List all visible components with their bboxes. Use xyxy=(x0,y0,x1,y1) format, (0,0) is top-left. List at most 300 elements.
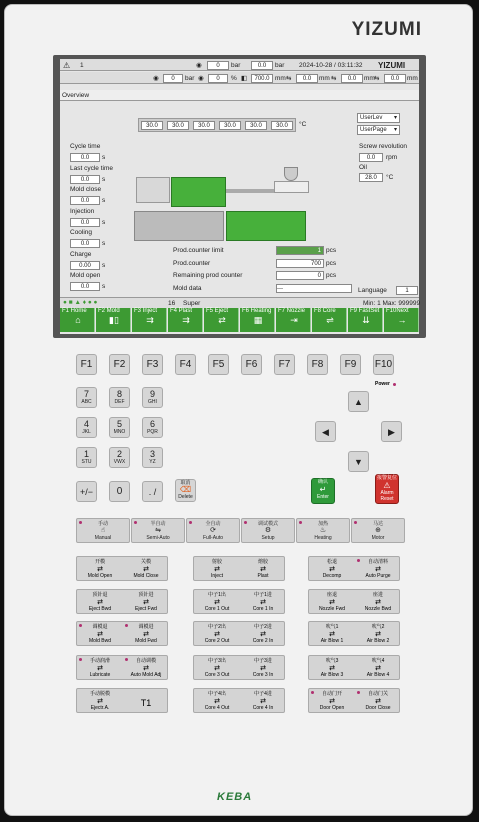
fkey-icon: ⇄ xyxy=(218,315,226,325)
num-key-2[interactable] xyxy=(109,447,130,468)
func-key-pair xyxy=(193,556,285,581)
arrow-left-icon[interactable]: ◀ xyxy=(315,421,336,442)
num-key-letters: ABC xyxy=(81,399,92,405)
screen-fkey-10[interactable] xyxy=(384,308,419,332)
temp-zone-5[interactable]: 30.0 xyxy=(245,121,267,130)
func-cn: 射胶 xyxy=(211,559,222,565)
f6-key[interactable]: F6 xyxy=(241,354,262,375)
func-cn: 中子1进 xyxy=(254,592,272,598)
temp-zone-3[interactable]: 30.0 xyxy=(193,121,215,130)
num-key-letters: JKL xyxy=(82,429,91,435)
cycle-value: 0.00 xyxy=(70,261,100,270)
screen-fkey-5[interactable] xyxy=(204,308,239,332)
mode-icon: ⚙ xyxy=(264,527,272,534)
screen-fkey-label: F10Next xyxy=(386,308,409,314)
prod-label: Remaining prod counter xyxy=(173,272,243,279)
func-key-core-1-in[interactable] xyxy=(240,590,286,613)
alarm-icon: ⚠ xyxy=(383,481,391,490)
func-en: Auto Purge xyxy=(365,573,391,579)
value-7: 0.0 xyxy=(341,74,363,83)
delete-en: Delete xyxy=(178,494,193,500)
func-en: T1 xyxy=(140,698,152,708)
num-key-1[interactable] xyxy=(76,447,97,468)
func-key-door-close[interactable] xyxy=(355,689,401,712)
func-key-inject[interactable] xyxy=(194,557,240,580)
func-icon: ⇄ xyxy=(97,631,103,638)
func-cn: 中子4进 xyxy=(254,691,272,697)
screen-fkey-label: F7 Nozzle xyxy=(278,308,306,314)
func-key-eject-bwd[interactable] xyxy=(77,590,123,613)
func-en: Core 2 Out xyxy=(204,638,230,644)
func-key-auto-purge[interactable] xyxy=(355,557,401,580)
func-key-pair xyxy=(76,688,168,713)
num-key-8[interactable] xyxy=(109,387,130,408)
func-icon: ⇄ xyxy=(143,665,149,672)
cycle-label: Mold open xyxy=(70,272,101,279)
func-cn: 关模 xyxy=(140,559,151,565)
fkey-icon: ▦ xyxy=(253,315,263,325)
func-key-nozzle-bwd[interactable] xyxy=(355,590,401,613)
mode-cn: 全自动 xyxy=(205,521,221,527)
func-key-auto-mold-adj[interactable] xyxy=(123,656,169,679)
zero-key[interactable]: 0 xyxy=(109,481,130,502)
func-key-nozzle-fwd[interactable] xyxy=(309,590,355,613)
oil-label: Oil xyxy=(359,164,367,171)
dot-key[interactable]: . / xyxy=(142,481,163,502)
mode-en: Heating xyxy=(314,535,332,541)
f10-key[interactable]: F10 xyxy=(373,354,394,375)
func-cn: 顶针退 xyxy=(92,592,108,598)
userlev-label: UserLev xyxy=(360,115,383,121)
screen-fkey-1[interactable] xyxy=(60,308,95,332)
func-key-air-blow-2[interactable] xyxy=(355,622,401,645)
datetime: 2024-10-28 / 03:11:32 xyxy=(299,62,363,69)
func-key-core-4-in[interactable] xyxy=(240,689,286,712)
hmi-display xyxy=(60,59,419,334)
info-number: 16 xyxy=(168,300,176,307)
func-key-pair xyxy=(76,621,168,646)
temperature-zones xyxy=(138,118,296,132)
func-cn: 开模 xyxy=(94,559,105,565)
cycle-label: Cooling xyxy=(70,229,93,236)
f4-key[interactable]: F4 xyxy=(175,354,196,375)
func-key-eject-fwd[interactable] xyxy=(123,590,169,613)
control-panel xyxy=(4,4,473,816)
func-en: Lubricate xyxy=(89,672,111,678)
screen-fkey-8[interactable] xyxy=(312,308,347,332)
func-en: Air Blow 4 xyxy=(366,672,390,678)
func-en: Plast xyxy=(257,573,269,579)
num-key-letters: STU xyxy=(81,459,92,465)
func-key-pair xyxy=(308,556,400,581)
func-icon: ⇄ xyxy=(97,665,103,672)
func-en: Core 4 Out xyxy=(204,705,230,711)
enter-icon: ↵ xyxy=(319,485,327,494)
pressure-value: 0 xyxy=(207,61,229,70)
mode-en: Semi-Auto xyxy=(146,535,170,541)
func-key-core-4-out[interactable] xyxy=(194,689,240,712)
pressure2-unit: bar xyxy=(275,62,285,69)
cycle-label: Injection xyxy=(70,207,95,215)
func-cn: 自动调模 xyxy=(135,658,156,664)
oil-unit: °C xyxy=(386,174,394,181)
func-key-air-blow-4[interactable] xyxy=(355,656,401,679)
func-cn: 吹气4 xyxy=(371,658,385,664)
page-title-bar xyxy=(60,90,419,101)
func-key-core-3-in[interactable] xyxy=(240,656,286,679)
mode-icon: ⇋ xyxy=(155,527,161,534)
num-key-letters: YZ xyxy=(149,459,156,465)
cycle-unit: s xyxy=(102,283,106,290)
screen-fkey-3[interactable] xyxy=(132,308,167,332)
alarm-reset-key[interactable] xyxy=(375,474,399,504)
num-key-letters: DEF xyxy=(114,399,125,405)
func-icon: ⇄ xyxy=(329,631,335,638)
func-icon: ⇄ xyxy=(375,631,381,638)
screen-fkey-label: F5 Eject xyxy=(206,308,229,314)
fkey-icon: ⇥ xyxy=(290,315,298,325)
func-en: Nozzle Fwd xyxy=(318,606,346,612)
func-key-mold-bwd[interactable] xyxy=(77,622,123,645)
power-led xyxy=(393,383,396,386)
f2-key[interactable]: F2 xyxy=(109,354,130,375)
cycle-value: 0.0 xyxy=(70,175,100,184)
func-cn: 调模退 xyxy=(92,624,108,630)
func-icon: ⇄ xyxy=(375,599,381,606)
screw-pos-icon: ⇆ xyxy=(331,75,337,82)
func-en: Auto Mold Adj xyxy=(130,672,162,678)
value-8: 0.0 xyxy=(384,74,406,83)
cycle-value: 0.0 xyxy=(70,218,100,227)
screen-fkey-6[interactable] xyxy=(240,308,275,332)
func-key-pair xyxy=(193,621,285,646)
func-icon: ⇄ xyxy=(214,698,220,705)
func-cn: 手动脱模 xyxy=(89,691,110,697)
mode-key-manual[interactable] xyxy=(76,518,130,543)
num-key-3[interactable] xyxy=(142,447,163,468)
num-key-7[interactable] xyxy=(76,387,97,408)
func-key-pair xyxy=(308,589,400,614)
value-3: 0 xyxy=(163,74,183,83)
func-key-mold-close[interactable] xyxy=(123,557,169,580)
fkey-icon: → xyxy=(397,315,407,325)
func-key-pair xyxy=(308,688,400,713)
cycle-value: 0.0 xyxy=(70,153,100,162)
pressure-icon: ◉ xyxy=(196,62,202,69)
cycle-label: Mold close xyxy=(70,186,102,193)
enter-cn: 确认 xyxy=(317,479,328,485)
pressure2-value: 0.0 xyxy=(251,61,273,70)
func-cn: 调模进 xyxy=(138,624,154,630)
func-icon: ⇄ xyxy=(260,599,266,606)
arrow-down-icon[interactable]: ▼ xyxy=(348,451,369,472)
func-key-core-2-out[interactable] xyxy=(194,622,240,645)
mode-en: Full-Auto xyxy=(202,535,223,541)
func-key-pair xyxy=(193,655,285,680)
alarm-icon[interactable]: ⚠ xyxy=(63,61,71,70)
screen-fkey-label: F2 Mold xyxy=(98,308,120,314)
nozzle-pos-icon: ⇆ xyxy=(374,75,380,82)
func-icon: ⇄ xyxy=(375,698,381,705)
func-en: Air Blow 3 xyxy=(320,672,344,678)
func-icon: ⇄ xyxy=(260,698,266,705)
mold-pos-icon: ◧ xyxy=(241,75,248,82)
num-key-9[interactable] xyxy=(142,387,163,408)
func-en: Inject xyxy=(211,573,223,579)
func-en: Decomp xyxy=(322,573,342,579)
temp-zone-1[interactable]: 30.0 xyxy=(141,121,163,130)
func-cn: 顶针进 xyxy=(138,592,154,598)
func-cn: 手动润滑 xyxy=(89,658,110,664)
screen-fkey-label: F6 Heating xyxy=(242,308,272,314)
f1-key[interactable]: F1 xyxy=(76,354,97,375)
mode-en: Manual xyxy=(94,535,112,541)
mode-icon: ⟳ xyxy=(210,527,216,534)
func-key-pair xyxy=(308,655,400,680)
mode-icon: ☝ xyxy=(100,527,106,534)
func-icon: ⇄ xyxy=(260,566,266,573)
mode-cn: 半自动 xyxy=(150,521,166,527)
func-key-t1[interactable] xyxy=(123,689,169,712)
unit-6: mm xyxy=(319,75,330,82)
func-cn: 座进 xyxy=(372,592,383,598)
func-en: Core 3 Out xyxy=(204,672,230,678)
prod-value: --- xyxy=(276,284,352,293)
f3-key[interactable]: F3 xyxy=(142,354,163,375)
func-cn: 座退 xyxy=(326,592,337,598)
func-icon: ⇄ xyxy=(329,599,335,606)
func-cn: 中子3出 xyxy=(208,658,226,664)
alarm-count: 1 xyxy=(80,62,84,69)
func-cn: 自动清料 xyxy=(367,559,388,565)
func-icon: ⇄ xyxy=(143,599,149,606)
cycle-unit: s xyxy=(102,261,106,269)
screen-fkey-label: F1 Home xyxy=(62,308,87,314)
fkey-icon: ▮▯ xyxy=(109,315,119,325)
fkey-icon: ⇌ xyxy=(326,315,334,325)
screw-value: 0.0 xyxy=(359,153,383,162)
gauge-icon: ◉ xyxy=(153,75,159,82)
func-cn: 吹气3 xyxy=(325,658,339,664)
func-en: Core 3 In xyxy=(252,672,274,678)
num-key-digit: 4 xyxy=(83,419,89,429)
screen-fkey-9[interactable] xyxy=(348,308,383,332)
speed-icon: ◉ xyxy=(198,75,204,82)
num-key-digit: 1 xyxy=(83,449,89,459)
cycle-unit: s xyxy=(102,197,106,204)
mode-key-motor[interactable] xyxy=(351,518,405,543)
plusminus-key[interactable]: +/− xyxy=(76,481,97,502)
func-key-mold-open[interactable] xyxy=(77,557,123,580)
mode-icon: ⊕ xyxy=(375,527,381,534)
fkey-icon: ⇊ xyxy=(362,315,370,325)
func-icon: ⇄ xyxy=(97,566,103,573)
temp-unit: °C xyxy=(299,121,307,128)
prod-label: Prod.counter limit xyxy=(173,247,224,254)
func-key-door-open[interactable] xyxy=(309,689,355,712)
cycle-label: Last cycle time xyxy=(70,164,113,172)
unit-4: % xyxy=(231,75,237,82)
unit-3: bar xyxy=(185,75,195,82)
info-bar xyxy=(60,297,419,308)
func-key-pair xyxy=(308,621,400,646)
func-en: Mold Close xyxy=(133,573,159,579)
language-label: Language xyxy=(358,287,387,294)
screen-fkey-4[interactable] xyxy=(168,308,203,332)
num-key-digit: 6 xyxy=(149,419,155,429)
func-cn: 吹气1 xyxy=(325,624,339,630)
num-key-4[interactable] xyxy=(76,417,97,438)
mode-icon: ♨ xyxy=(319,527,327,534)
userpage-select[interactable] xyxy=(357,125,400,135)
num-key-5[interactable] xyxy=(109,417,130,438)
func-icon: ⇄ xyxy=(329,566,335,573)
func-icon: ⇄ xyxy=(329,698,335,705)
num-key-letters: GHI xyxy=(148,399,157,405)
f7-key[interactable]: F7 xyxy=(274,354,295,375)
func-en: Core 1 In xyxy=(252,606,274,612)
mode-key-full-auto[interactable] xyxy=(186,518,240,543)
oil-value: 28.0 xyxy=(359,173,383,182)
num-key-letters: PQR xyxy=(147,429,158,435)
userlev-select[interactable] xyxy=(357,113,400,123)
func-icon: ⇄ xyxy=(214,599,220,606)
f8-key[interactable]: F8 xyxy=(307,354,328,375)
cycle-unit: s xyxy=(102,240,106,247)
func-en: Core 1 Out xyxy=(204,606,230,612)
userpage-label: UserPage xyxy=(360,127,387,133)
alarm-en: Alarm Reset xyxy=(380,490,394,502)
prod-value: 1 xyxy=(276,246,324,255)
func-cn: 熔胶 xyxy=(257,559,268,565)
func-icon: ⇄ xyxy=(260,665,266,672)
func-en: Door Close xyxy=(365,705,391,711)
mode-key-semi-auto[interactable] xyxy=(131,518,185,543)
mode-cn: 调试模式 xyxy=(257,521,278,527)
func-key-pair xyxy=(193,589,285,614)
enter-key[interactable] xyxy=(311,478,335,504)
cycle-unit: s xyxy=(102,218,106,226)
func-key-pair xyxy=(193,688,285,713)
info-minmax: Min: 1 Max: 999999 xyxy=(363,300,421,307)
num-key-digit: 5 xyxy=(116,419,122,429)
mode-cn: 手动 xyxy=(97,521,108,527)
num-key-digit: 7 xyxy=(83,389,89,399)
arrow-right-icon[interactable]: ▶ xyxy=(381,421,402,442)
screen-fkey-label: F4 Plast xyxy=(170,308,193,314)
func-en: Core 4 In xyxy=(252,705,274,711)
func-key-core-3-out[interactable] xyxy=(194,656,240,679)
arrow-up-icon[interactable]: ▲ xyxy=(348,391,369,412)
func-en: Mold Open xyxy=(87,573,113,579)
func-icon: ⇄ xyxy=(143,631,149,638)
value-6: 0.0 xyxy=(296,74,318,83)
func-icon: ⇄ xyxy=(97,599,103,606)
enter-en: Enter xyxy=(317,494,329,500)
mode-cn: 加热 xyxy=(317,521,328,527)
func-en: Eject Fwd xyxy=(135,606,157,612)
func-key-plast[interactable] xyxy=(240,557,286,580)
num-key-digit: 2 xyxy=(116,449,122,459)
prod-value: 0 xyxy=(276,271,324,280)
screen-fkey-2[interactable] xyxy=(96,308,131,332)
temp-zone-6[interactable]: 30.0 xyxy=(271,121,293,130)
func-icon: ⇄ xyxy=(214,631,220,638)
fkey-icon: ⇉ xyxy=(182,315,190,325)
func-key-core-2-in[interactable] xyxy=(240,622,286,645)
unit-7: mm xyxy=(364,75,375,82)
footer-brand: KEBA xyxy=(217,791,253,803)
f9-key[interactable]: F9 xyxy=(340,354,361,375)
fkey-icon: ⇉ xyxy=(146,315,154,325)
unit-8: mm xyxy=(407,75,418,82)
cycle-value: 0.0 xyxy=(70,239,100,248)
func-key-pair xyxy=(76,655,168,680)
func-key-ejectr-a-[interactable] xyxy=(77,689,123,712)
func-en: Door Open xyxy=(319,705,345,711)
unit-5: mm xyxy=(275,75,286,82)
func-key-pair xyxy=(76,589,168,614)
screen-fkey-label: F3 Inject xyxy=(134,308,158,314)
func-key-decomp[interactable] xyxy=(309,557,355,580)
func-cn: 中子2出 xyxy=(208,624,226,630)
value-4: 0 xyxy=(208,74,228,83)
func-cn: 中子3进 xyxy=(254,658,272,664)
func-key-mold-fwd[interactable] xyxy=(123,622,169,645)
num-key-digit: 9 xyxy=(149,389,155,399)
func-key-air-blow-3[interactable] xyxy=(309,656,355,679)
status-bar xyxy=(60,59,419,71)
f5-key[interactable]: F5 xyxy=(208,354,229,375)
cycle-value: 0.0 xyxy=(70,282,100,291)
func-en: Air Blow 1 xyxy=(320,638,344,644)
value-5: 700.0 xyxy=(251,74,273,83)
machine-state-icons: ● ■ ▲ ♦ ● ● xyxy=(63,299,98,306)
temp-zone-2[interactable]: 30.0 xyxy=(167,121,189,130)
func-icon: ⇄ xyxy=(329,665,335,672)
status-bar-2 xyxy=(60,72,419,84)
cycle-label: Charge xyxy=(70,250,92,258)
machine-illustration xyxy=(134,177,309,247)
chevron-down-icon: ▾ xyxy=(393,115,397,121)
mode-key-setup[interactable] xyxy=(241,518,295,543)
func-cn: 中子4出 xyxy=(208,691,226,697)
func-en: Air Blow 2 xyxy=(366,638,390,644)
func-icon: ⇄ xyxy=(97,698,103,705)
func-cn: 松退 xyxy=(326,559,337,565)
func-key-lubricate[interactable] xyxy=(77,656,123,679)
func-icon: ⇄ xyxy=(260,631,266,638)
func-icon: ⇄ xyxy=(214,566,220,573)
func-icon: ⇄ xyxy=(214,665,220,672)
func-key-air-blow-1[interactable] xyxy=(309,622,355,645)
screw-label: Screw revolution xyxy=(359,143,408,150)
num-key-6[interactable] xyxy=(142,417,163,438)
power-label: Power xyxy=(375,381,391,387)
func-en: Mold Fwd xyxy=(135,638,157,644)
func-key-core-1-out[interactable] xyxy=(194,590,240,613)
temp-zone-4[interactable]: 30.0 xyxy=(219,121,241,130)
screen-fkey-label: F8 Core xyxy=(314,308,336,314)
delete-key[interactable] xyxy=(175,479,196,502)
func-icon: ⇄ xyxy=(143,566,149,573)
screen-fkey-7[interactable] xyxy=(276,308,311,332)
mode-key-heating[interactable] xyxy=(296,518,350,543)
language-field[interactable]: 1 xyxy=(396,286,418,295)
num-key-letters: VWX xyxy=(113,459,126,465)
hmi-screen-bezel xyxy=(53,55,426,338)
func-icon: ⇄ xyxy=(375,566,381,573)
